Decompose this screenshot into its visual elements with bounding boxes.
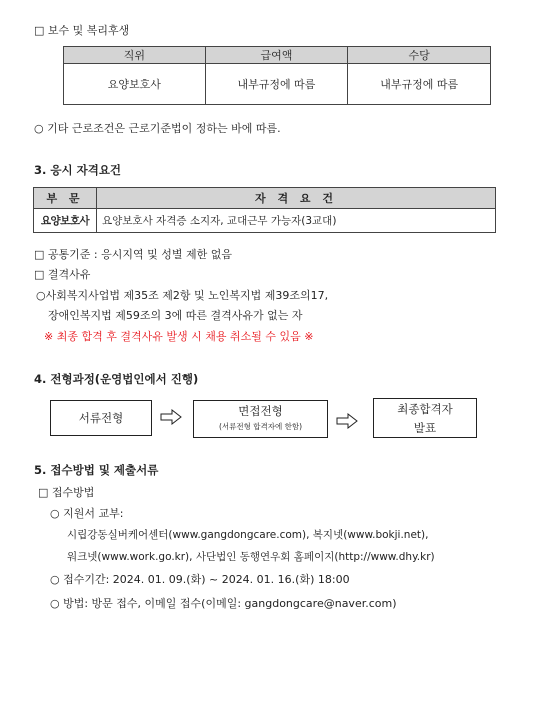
qualification-table xyxy=(33,187,496,233)
process-step-final-announcement xyxy=(373,398,477,438)
cell-salary: 내부규정에 따름 xyxy=(205,64,348,105)
common-criteria: □ 공통기준 : 응시지역 및 성별 제한 없음 xyxy=(34,248,232,261)
cell-requirement: 요양보호사 자격증 소지자, 교대근무 가능자(3교대) xyxy=(97,209,496,233)
distribution-label: ○ 지원서 교부: xyxy=(50,507,124,520)
qualification-table-header xyxy=(34,188,496,209)
table-row xyxy=(64,64,491,105)
application-period: ○ 접수기간: 2024. 01. 09.(화) ~ 2024. 01. 16.(화) 18:00 xyxy=(50,573,350,586)
compensation-note: ○ 기타 근로조건은 근로기준법이 정하는 바에 따름. xyxy=(34,122,281,135)
distribution-line-1: 시립강동실버케어센터(www.gangdongcare.com), 복지넷(www.bokji.net), xyxy=(67,529,429,541)
disqualification-line-1: ○사회복지사업법 제35조 제2항 및 노인복지법 제39조의17, xyxy=(36,289,329,302)
disqualification-line-2: 장애인복지법 제59조의 3에 따른 결격사유가 없는 자 xyxy=(48,309,303,322)
step-interview-sub: (서류전형 합격자에 한함) xyxy=(218,422,303,431)
header-salary: 급여액 xyxy=(205,47,348,64)
header-position: 직위 xyxy=(64,47,206,64)
cell-field: 요양보호사 xyxy=(34,209,97,233)
arrow-right-icon xyxy=(160,409,182,425)
compensation-heading: □ 보수 및 복리후생 xyxy=(34,24,130,37)
header-allowance: 수당 xyxy=(348,47,491,64)
step-final-line-2: 발표 xyxy=(413,421,437,435)
step-document-label: 서류전형 xyxy=(78,411,124,425)
compensation-table xyxy=(63,46,491,105)
process-step-document-screening xyxy=(50,400,152,436)
compensation-table-header xyxy=(64,47,491,64)
header-field: 부 문 xyxy=(34,188,97,209)
section5-title: 5. 접수방법 및 제출서류 xyxy=(34,463,159,477)
disqualification-warning: ※ 최종 합격 후 결격사유 발생 시 채용 취소될 수 있음 ※ xyxy=(44,330,314,343)
application-method: ○ 방법: 방문 접수, 이메일 접수(이메일: gangdongcare@naver.com) xyxy=(50,597,397,610)
distribution-line-2: 워크넷(www.work.go.kr), 사단법인 동행연우회 홈페이지(http://www.dhy.kr) xyxy=(67,551,435,563)
arrow-right-icon xyxy=(336,413,358,429)
step-interview-label: 면접전형 xyxy=(238,404,283,418)
section4-title: 4. 전형과정(운영법인에서 진행) xyxy=(34,372,199,386)
header-requirement: 자 격 요 건 xyxy=(97,188,496,209)
cell-position: 요양보호사 xyxy=(64,64,206,105)
table-row xyxy=(34,209,496,233)
cell-allowance: 내부규정에 따름 xyxy=(348,64,491,105)
step-final-line-1: 최종합격자 xyxy=(397,402,453,416)
disqualification-heading: □ 결격사유 xyxy=(34,268,91,281)
method-heading: □ 접수방법 xyxy=(38,486,95,499)
section3-title: 3. 응시 자격요건 xyxy=(34,163,122,177)
process-step-interview xyxy=(193,400,328,438)
